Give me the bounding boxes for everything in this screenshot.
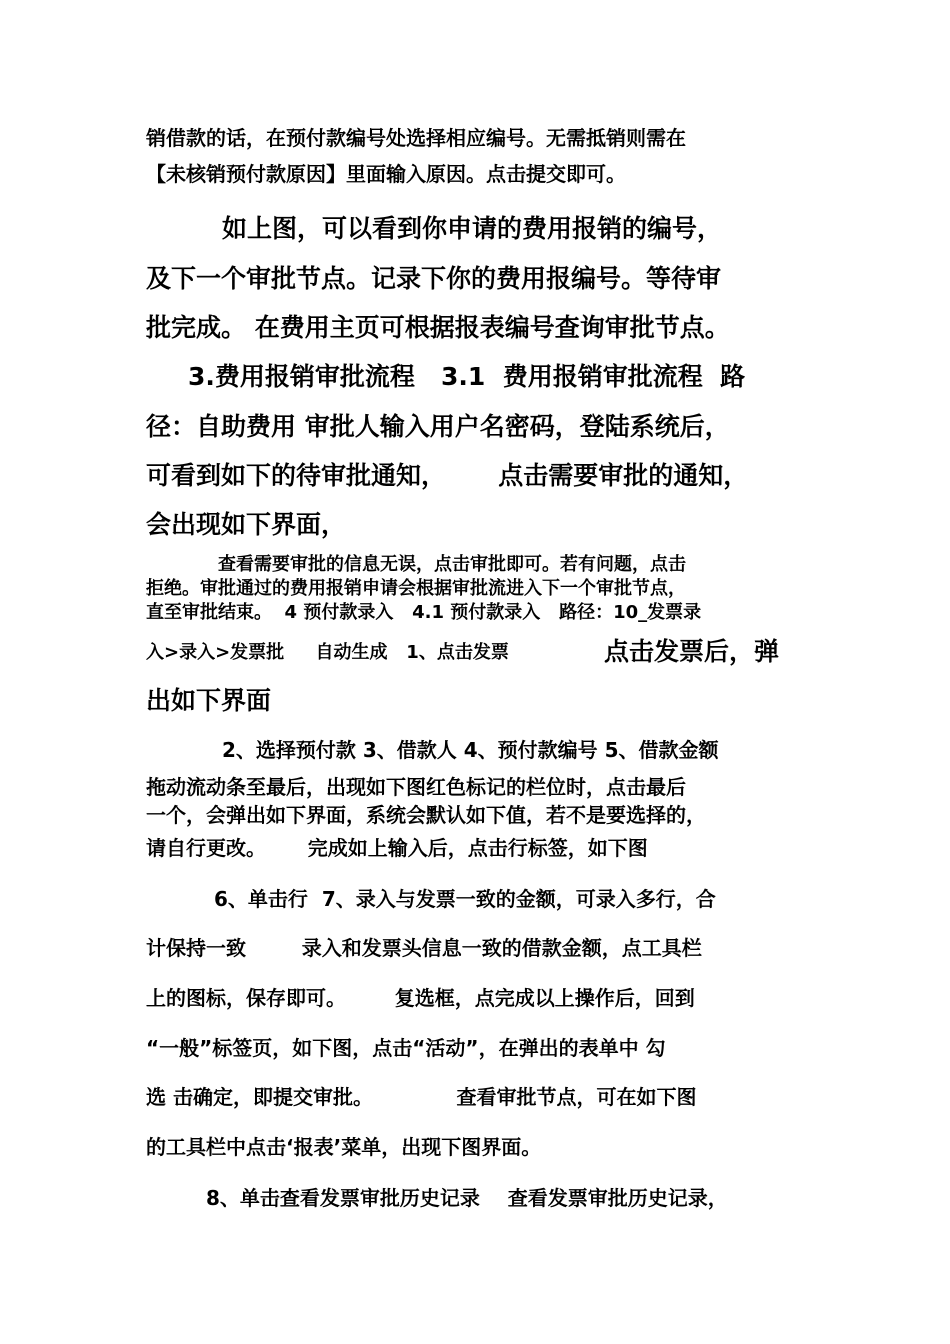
text-line: 上的图标，保存即可。 复选框，点完成以上操作后，回到 bbox=[146, 986, 695, 1010]
text-line: 出如下界面 bbox=[146, 686, 272, 715]
text-line: 可看到如下的待审批通知， 点击需要审批的通知， bbox=[146, 461, 749, 490]
text-line: 查看需要审批的信息无误，点击审批即可。若有问题，点击 bbox=[218, 554, 686, 575]
text-line: 入>录入>发票批 自动生成 1、点击发票 bbox=[146, 642, 509, 663]
text-line: 直至审批结束。 4 预付款录入 4.1 预付款录入 路径：10_发票录 bbox=[146, 602, 702, 623]
text-line: 8、单击查看发票审批历史记录 查看发票审批历史记录， bbox=[206, 1186, 728, 1210]
text-line: 拖动流动条至最后，出现如下图红色标记的栏位时，点击最后 bbox=[146, 775, 686, 799]
text-line: “一般”标签页，如下图，点击“活动”，在弹出的表单中 勾 bbox=[146, 1036, 666, 1060]
text-line: 如上图，可以看到你申请的费用报销的编号， bbox=[222, 214, 723, 243]
text-line: 2、选择预付款 3、借款人 4、预付款编号 5、借款金额 bbox=[222, 738, 719, 762]
text-line: 径：自助费用 审批人输入用户名密码，登陆系统后， bbox=[146, 412, 730, 441]
text-line: 及下一个审批节点。记录下你的费用报编号。等待审 bbox=[146, 264, 722, 293]
text-line: 批完成。 在费用主页可根据报表编号查询审批节点。 bbox=[146, 313, 730, 342]
text-line: 6、单击行 7、录入与发票一致的金额，可录入多行，合 bbox=[214, 887, 716, 911]
text-line: 会出现如下界面， bbox=[146, 510, 347, 539]
text-line: 选 击确定，即提交审批。 查看审批节点，可在如下图 bbox=[146, 1085, 697, 1109]
text-line: 的工具栏中点击‘报表’菜单，出现下图界面。 bbox=[146, 1135, 542, 1159]
text-line: 拒绝。审批通过的费用报销申请会根据审批流进入下一个审批节点， bbox=[146, 578, 686, 599]
text-line: 点击发票后，弹 bbox=[604, 637, 780, 666]
text-line: 计保持一致 录入和发票头信息一致的借款金额，点工具栏 bbox=[146, 936, 702, 960]
text-line: 销借款的话，在预付款编号处选择相应编号。无需抵销则需在 bbox=[146, 126, 686, 150]
text-line: 请自行更改。 完成如上输入后，点击行标签，如下图 bbox=[146, 836, 648, 860]
section-heading: 3.费用报销审批流程 3.1 费用报销审批流程 路 bbox=[188, 362, 746, 391]
text-line: 【未核销预付款原因】里面输入原因。点击提交即可。 bbox=[146, 162, 626, 186]
text-line: 一个，会弹出如下界面，系统会默认如下值，若不是要选择的， bbox=[146, 803, 706, 827]
